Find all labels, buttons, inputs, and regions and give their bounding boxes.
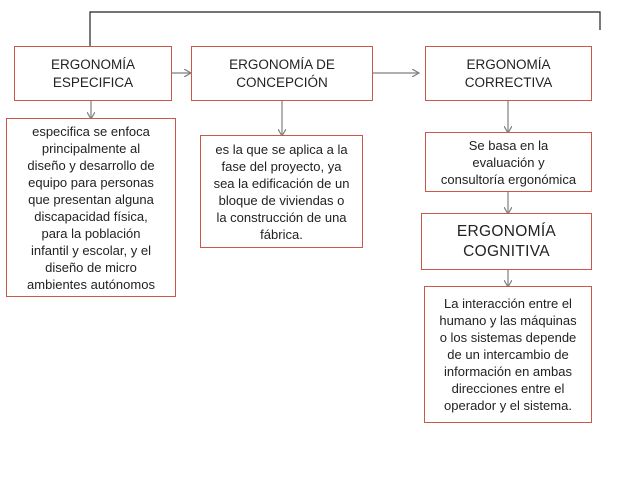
correctiva-title-box: ERGONOMÍA CORRECTIVA xyxy=(425,46,592,101)
cognitiva-desc-box: La interacción entre el humano y las máquinas o los sistemas depende de un intercambio de información en ambas direcciones entre el operador y el sistema. xyxy=(424,286,592,423)
especifica-desc-box: especifica se enfoca principalmente al diseño y desarrollo de equipo para personas que presentan alguna discapacidad física, para la población infantil y escolar, y el diseño de micro ambientes autónomos xyxy=(6,118,176,297)
correctiva-desc-box: Se basa en la evaluación y consultoría ergonómica xyxy=(425,132,592,192)
concepcion-title-box: ERGONOMÍA DE CONCEPCIÓN xyxy=(191,46,373,101)
top-bracket-connector xyxy=(90,12,600,46)
cognitiva-title-box: ERGONOMÍA COGNITIVA xyxy=(421,213,592,270)
especifica-title-box: ERGONOMÍA ESPECIFICA xyxy=(14,46,172,101)
concepcion-desc-box: es la que se aplica a la fase del proyecto, ya sea la edificación de un bloque de viviendas o la construcción de una fábrica. xyxy=(200,135,363,248)
